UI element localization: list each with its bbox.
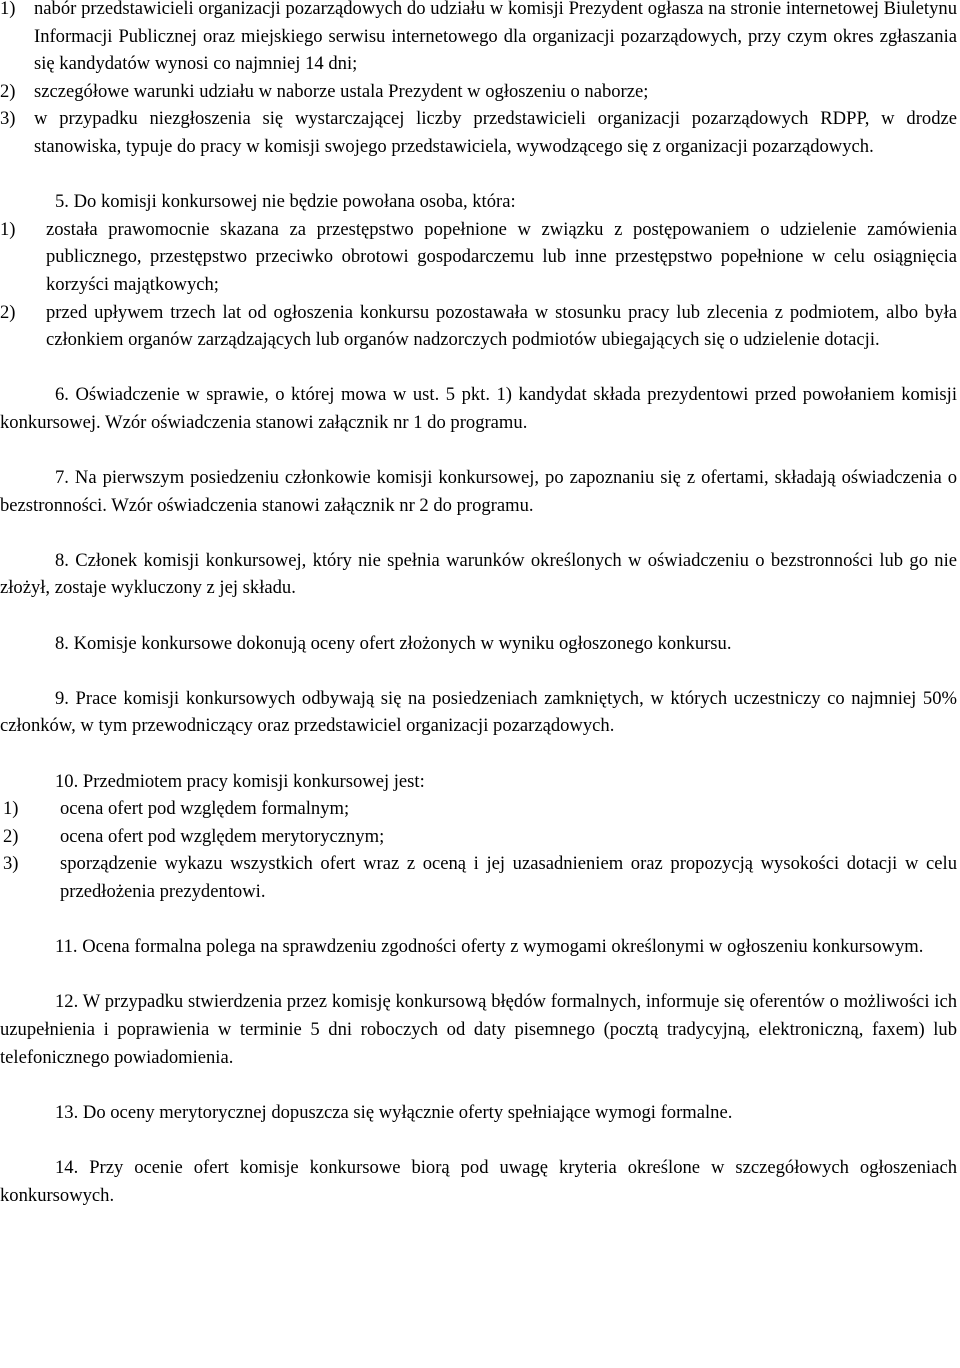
- paragraph-gap: [0, 961, 957, 989]
- list-item: [0, 78, 957, 106]
- list-number: 1): [0, 218, 16, 240]
- paragraph-gap: [0, 437, 957, 465]
- list-number: 3): [3, 853, 19, 875]
- list-text: została prawomocnie skazana za przestępstwo popełnione w związku z postępowaniem o udzielenie zamówienia publicznego, przestępstwo przeciwko obrotowi gospodarczemu lub inne przestępstwo popełnione w celu osiągnięcia korzyści majątkowych;: [46, 218, 957, 295]
- list-text: szczegółowe warunki udziału w naborze ustala Prezydent w ogłoszeniu o naborze;: [34, 80, 649, 102]
- list-item: [0, 823, 957, 851]
- paragraph-gap: [0, 602, 957, 630]
- list-number: 1): [0, 0, 16, 19]
- paragraph-9: 9. Prace komisji konkursowych odbywają się na posiedzeniach zamkniętych, w których uczestniczy co najmniej 50% członków, w tym przewodniczący oraz przedstawiciel organizacji pozarządowych.: [0, 687, 957, 737]
- paragraph-gap: [0, 657, 957, 685]
- paragraph-gap: [0, 1126, 957, 1154]
- list-text: w przypadku niezgłoszenia się wystarczającej liczby przedstawicieli organizacji pozarządowych RDPP, w drodze stanowiska, typuje do pracy w komisji swojego przedstawiciela, wywodzącego się z organizacji pozarządowych.: [34, 108, 957, 157]
- list-number: 1): [3, 798, 19, 820]
- section-10-intro: 10. Przedmiotem pracy komisji konkursowej jest:: [55, 770, 425, 792]
- list-text: ocena ofert pod względem merytorycznym;: [60, 825, 385, 847]
- list-number: 3): [0, 108, 16, 130]
- list-number: 2): [0, 80, 16, 102]
- paragraph-7: 7. Na pierwszym posiedzeniu członkowie komisji konkursowej, po zapoznaniu się z ofertami, składają oświadczenia o bezstronności. Wzór oświadczenia stanowi załącznik nr 2 do programu.: [0, 467, 957, 516]
- section-5-intro: 5. Do komisji konkursowej nie będzie powołana osoba, która:: [55, 191, 516, 213]
- list-number: 2): [0, 301, 16, 323]
- list-item: [0, 216, 957, 299]
- paragraph-gap: [0, 906, 957, 934]
- list-text: przed upływem trzech lat od ogłoszenia konkursu pozostawała w stosunku pracy lub zlecenia z podmiotem, albo była członkiem organów zarządzających lub organów nadzorczych podmiotów ubiegających się o udzielenie dotacji.: [46, 301, 957, 351]
- paragraph-8a: 8. Członek komisji konkursowej, który nie spełnia warunków określonych w oświadczeniu o bezstronności lub go nie złożył, zostaje wykluczony z jej składu.: [0, 549, 957, 599]
- list-item: [0, 299, 957, 354]
- list-item: [0, 0, 957, 78]
- paragraph-gap: [0, 161, 957, 189]
- list-text: ocena ofert pod względem formalnym;: [60, 798, 350, 820]
- list-item: [0, 105, 957, 160]
- paragraph-13: 13. Do oceny merytorycznej dopuszcza się wyłącznie oferty spełniające wymogi formalne.: [55, 1101, 733, 1123]
- list-text: nabór przedstawicieli organizacji pozarządowych do udziału w komisji Prezydent ogłasza na stronie internetowej Biuletynu Informacji Publicznej oraz miejskiego serwisu internetowego dla organizacji pozarządowych, przy czym okres zgłaszania się kandydatów wynosi co najmniej 14 dni;: [34, 0, 957, 75]
- list-item: [0, 850, 957, 905]
- list-number: 2): [3, 825, 19, 847]
- paragraph-8b: 8. Komisje konkursowe dokonują oceny ofert złożonych w wyniku ogłoszonego konkursu.: [55, 632, 732, 654]
- paragraph-gap: [0, 740, 957, 768]
- list-text: sporządzenie wykazu wszystkich ofert wraz z oceną i jej uzasadnieniem oraz propozycją wysokości dotacji w celu przedłożenia prezydentowi.: [60, 853, 957, 902]
- paragraph-14: 14. Przy ocenie ofert komisje konkursowe biorą pod uwagę kryteria określone w szczegółowych ogłoszeniach konkursowych.: [0, 1156, 957, 1206]
- paragraph-6: 6. Oświadczenie w sprawie, o której mowa w ust. 5 pkt. 1) kandydat składa prezydentowi przed powołaniem komisji konkursowej. Wzór oświadczenia stanowi załącznik nr 1 do programu.: [0, 384, 957, 433]
- paragraph-11: 11. Ocena formalna polega na sprawdzeniu zgodności oferty z wymogami określonymi w ogłoszeniu konkursowym.: [55, 936, 924, 958]
- list-item: [0, 795, 957, 823]
- paragraph-gap: [0, 519, 957, 547]
- paragraph-gap: [0, 1071, 957, 1099]
- paragraph-12: 12. W przypadku stwierdzenia przez komisję konkursową błędów formalnych, informuje się oferentów o możliwości ich uzupełnienia i poprawienia w terminie 5 dni roboczych od daty pisemnego (pocztą tradycyjną, elektroniczną, faxem) lub telefonicznego powiadomienia.: [0, 991, 957, 1068]
- paragraph-gap: [0, 354, 957, 382]
